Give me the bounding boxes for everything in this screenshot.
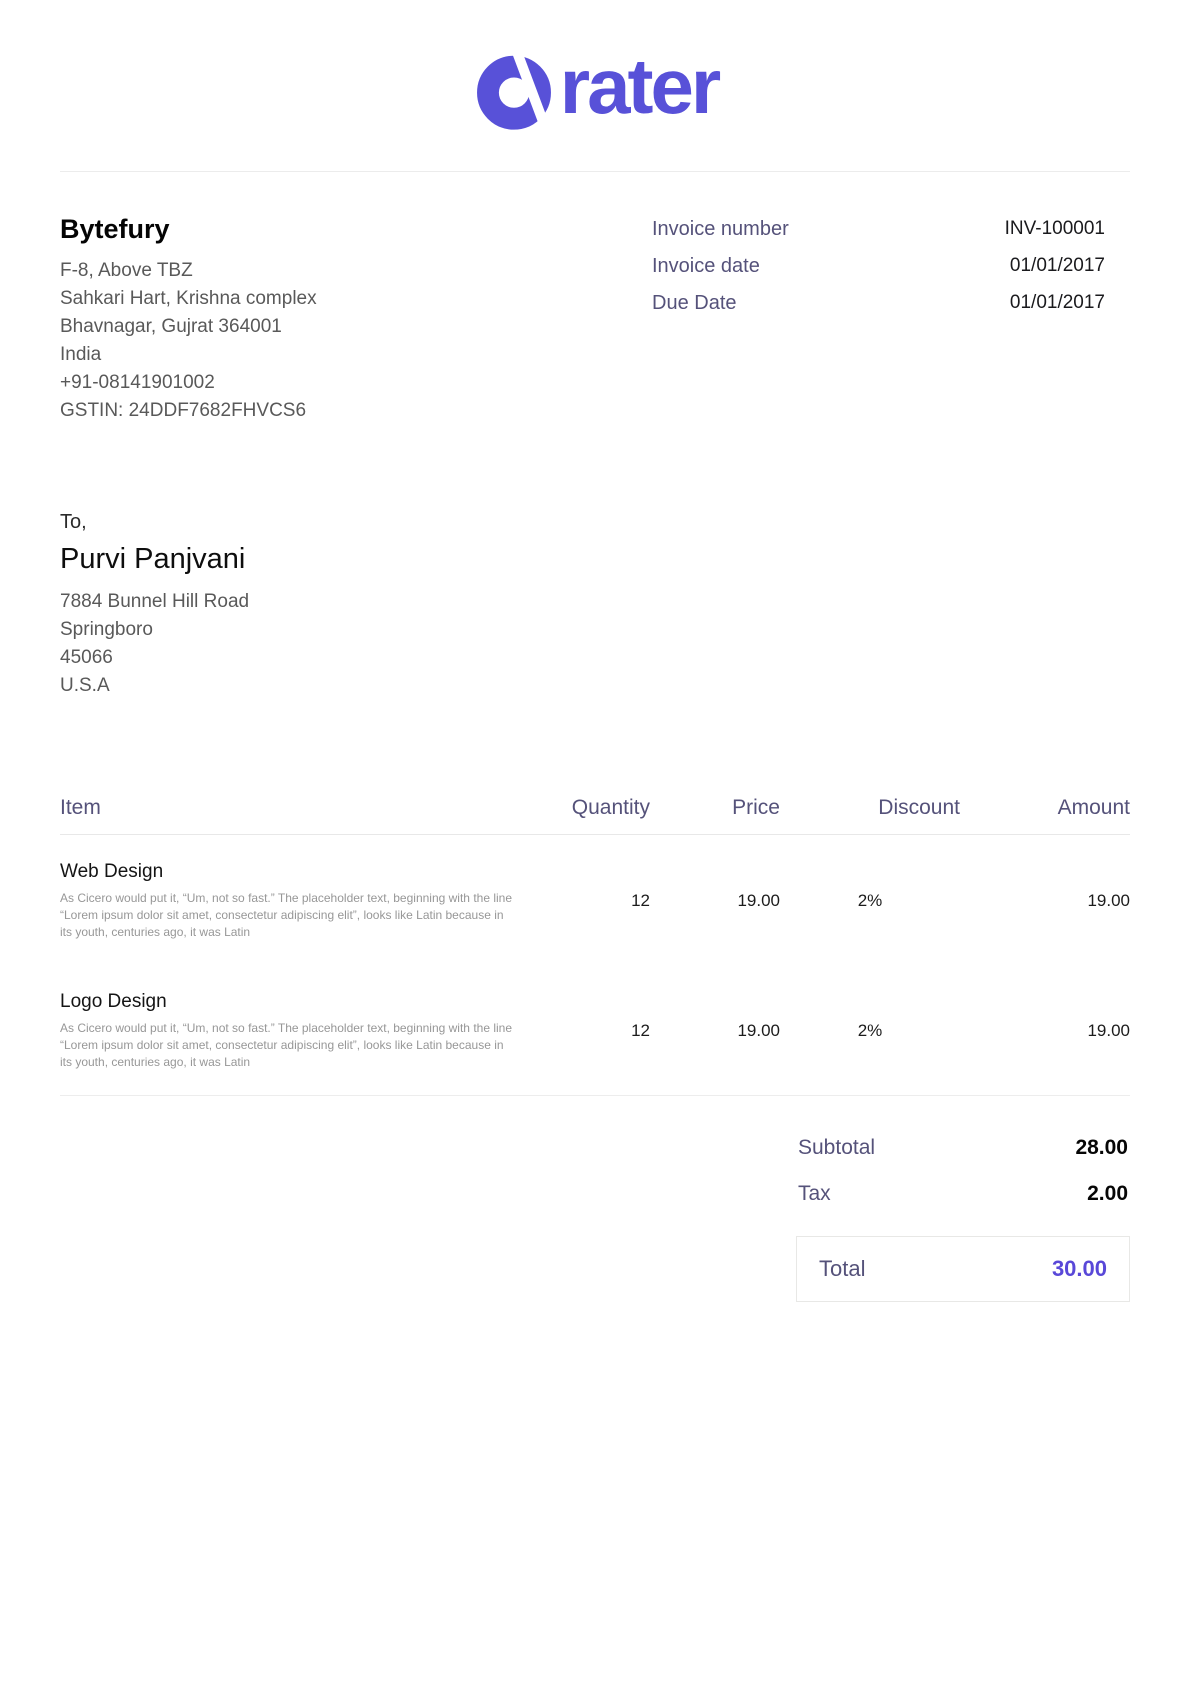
header-info-section bbox=[60, 214, 1130, 425]
customer-address-line: 7884 Bunnel Hill Road bbox=[60, 591, 250, 612]
item-name: Web Design bbox=[60, 861, 164, 882]
column-header-amount: Amount bbox=[1057, 796, 1130, 819]
invoice-number-label: Invoice number bbox=[652, 218, 789, 240]
subtotal-row bbox=[796, 1136, 1130, 1160]
totals-summary bbox=[796, 1136, 1130, 1302]
crater-wordmark: rater bbox=[559, 41, 719, 130]
item-amount: 19.00 bbox=[1087, 891, 1130, 910]
invoice-date-value: 01/01/2017 bbox=[1009, 255, 1105, 276]
tax-value: 2.00 bbox=[1087, 1182, 1128, 1205]
company-address-line: Sahkari Hart, Krishna complex bbox=[60, 288, 317, 309]
due-date-label: Due Date bbox=[652, 292, 737, 314]
bill-to-block bbox=[60, 507, 1130, 700]
invoice-number-value: INV-100001 bbox=[1004, 218, 1105, 239]
item-discount: 2% bbox=[857, 891, 883, 910]
column-header-item: Item bbox=[60, 796, 101, 819]
subtotal-label: Subtotal bbox=[798, 1136, 876, 1159]
column-header-discount: Discount bbox=[878, 796, 960, 819]
item-price: 19.00 bbox=[737, 891, 780, 910]
item-price: 19.00 bbox=[737, 1021, 780, 1040]
tax-row bbox=[796, 1182, 1130, 1206]
item-cell bbox=[60, 861, 530, 941]
table-row bbox=[60, 835, 1130, 965]
company-gstin: GSTIN: 24DDF7682FHVCS6 bbox=[60, 400, 307, 421]
logo-header bbox=[60, 0, 1130, 172]
company-block bbox=[60, 214, 317, 425]
crater-logo bbox=[472, 41, 719, 133]
invoice-date-label: Invoice date bbox=[652, 255, 760, 277]
company-phone: +91-08141901002 bbox=[60, 372, 215, 393]
item-amount: 19.00 bbox=[1087, 1021, 1130, 1040]
item-cell bbox=[60, 991, 530, 1071]
column-header-quantity: Quantity bbox=[571, 796, 650, 819]
item-discount: 2% bbox=[857, 1021, 883, 1040]
items-table bbox=[60, 796, 1130, 1096]
customer-address-line: Springboro bbox=[60, 619, 153, 640]
customer-name: Purvi Panjvani bbox=[60, 543, 246, 575]
customer-address-line: 45066 bbox=[60, 647, 113, 668]
invoice-meta-block bbox=[652, 214, 1130, 425]
total-value: 30.00 bbox=[1051, 1256, 1107, 1281]
company-address-line: Bhavnagar, Gujrat 364001 bbox=[60, 316, 282, 337]
company-address-line: India bbox=[60, 344, 102, 365]
subtotal-value: 28.00 bbox=[1075, 1136, 1128, 1159]
company-name: Bytefury bbox=[60, 214, 170, 244]
invoice-number-row bbox=[652, 218, 1105, 241]
items-table-header bbox=[60, 796, 1130, 835]
total-label: Total bbox=[819, 1256, 866, 1281]
item-quantity: 12 bbox=[631, 1021, 650, 1040]
crater-c-icon bbox=[472, 49, 556, 133]
due-date-value: 01/01/2017 bbox=[1009, 292, 1105, 313]
invoice-date-row bbox=[652, 255, 1105, 278]
company-address-line: F-8, Above TBZ bbox=[60, 260, 193, 281]
tax-label: Tax bbox=[798, 1182, 831, 1205]
bill-to-prefix: To, bbox=[60, 511, 87, 533]
table-row bbox=[60, 965, 1130, 1095]
due-date-row bbox=[652, 292, 1105, 315]
item-quantity: 12 bbox=[631, 891, 650, 910]
column-header-price: Price bbox=[732, 796, 780, 819]
customer-address-line: U.S.A bbox=[60, 675, 110, 696]
item-description: As Cicero would put it, “Um, not so fast.” The placeholder text, beginning with the line “Lorem ipsum dolor sit amet, consectetur adipiscing elit”, looks like Latin because in its youth, centuries ago, it was Latin bbox=[60, 1021, 513, 1069]
item-description: As Cicero would put it, “Um, not so fast.” The placeholder text, beginning with the line “Lorem ipsum dolor sit amet, consectetur adipiscing elit”, looks like Latin because in its youth, centuries ago, it was Latin bbox=[60, 891, 513, 939]
item-name: Logo Design bbox=[60, 991, 167, 1012]
total-box bbox=[796, 1236, 1130, 1302]
